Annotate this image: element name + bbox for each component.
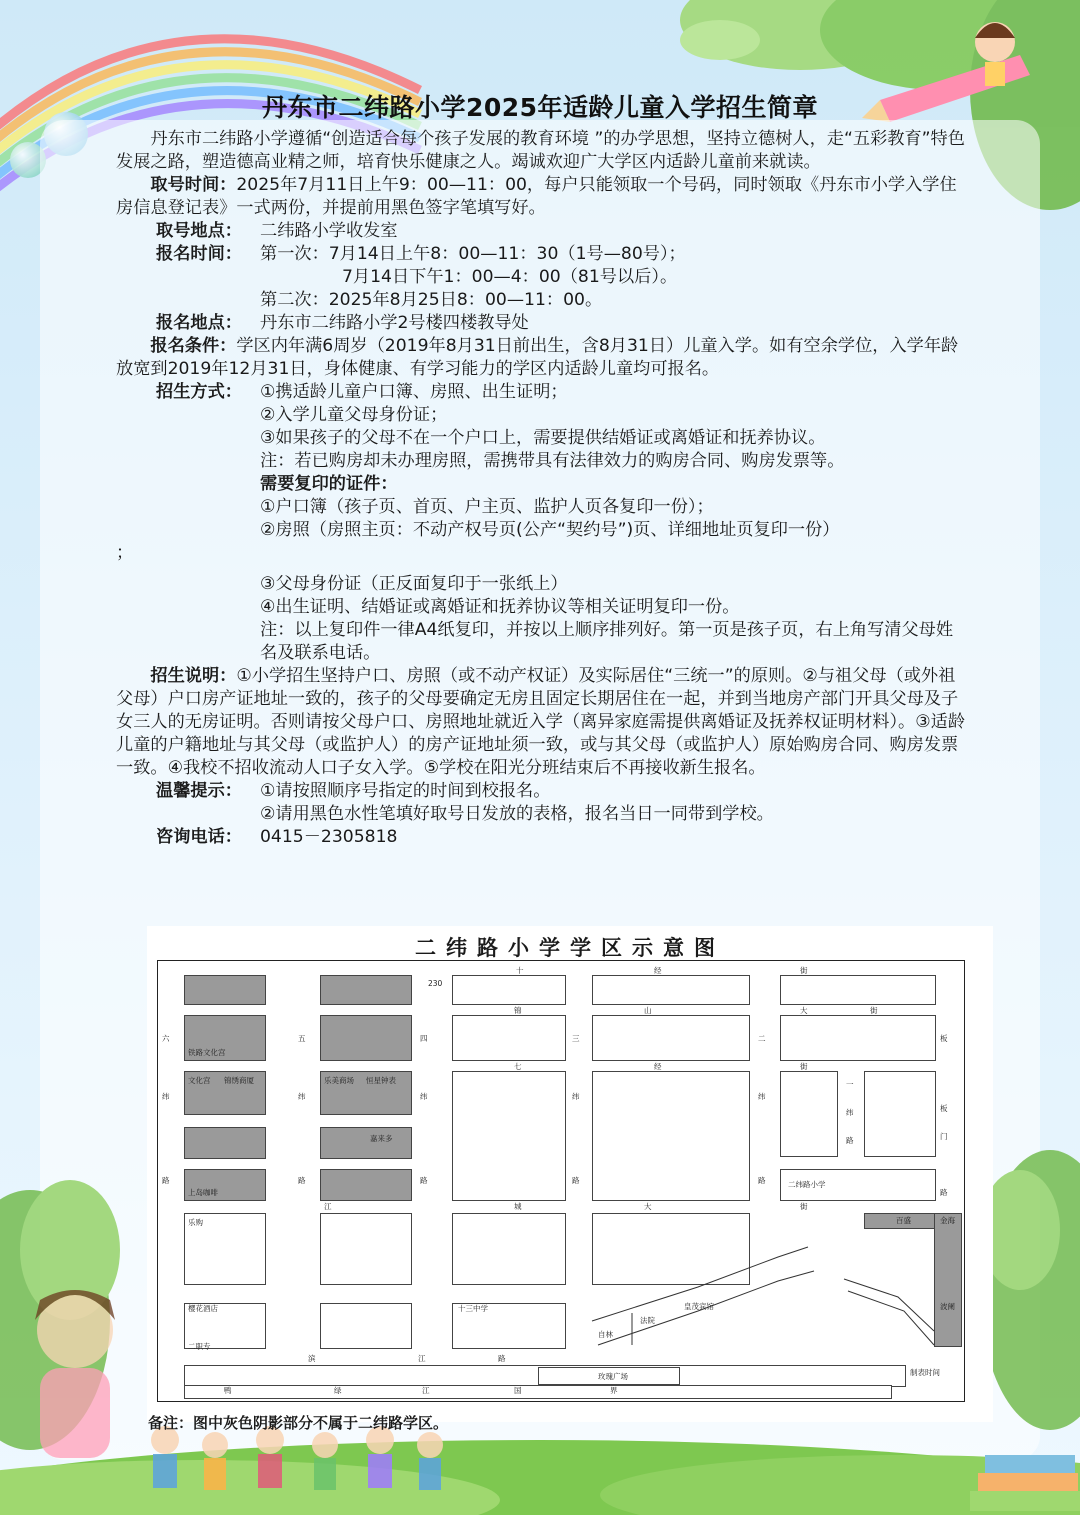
map-label: 230 [428, 979, 443, 988]
street-char: 街 [800, 1202, 808, 1211]
street-char: 江 [422, 1386, 430, 1395]
street-char: 五 [298, 1034, 306, 1043]
bm-time-line2: 7月14日下午1：00—4：00（81号以后）。 [342, 267, 678, 287]
street-char: 板 [940, 1104, 948, 1113]
tips-item1: ①请按照顺序号指定的时间到校报名。 [260, 781, 551, 801]
map-label: 二职专 [188, 1342, 211, 1351]
copy-item2: ②房照（房照主页：不动产权号页(公产“契约号”)页、详细地址页复印一份） [260, 520, 840, 540]
tips-row [116, 780, 966, 803]
street-char: 国 [514, 1386, 522, 1395]
map-label: 波阑 [940, 1302, 955, 1311]
street-char: 纬 [846, 1108, 854, 1117]
map-diagonal-roads [158, 961, 964, 1401]
bm-place-label: 报名地点： [156, 313, 242, 333]
street-char: 纬 [758, 1092, 766, 1101]
map-label: 金海 [940, 1216, 955, 1225]
zs-way-label: 招生方式： [156, 382, 242, 402]
bm-cond-label: 报名条件： [150, 336, 237, 356]
copy-item2-tail: ； [116, 543, 134, 563]
qh-time-label: 取号时间： [150, 175, 237, 195]
street-char: 大 [644, 1202, 652, 1211]
street-char: 江 [324, 1202, 332, 1211]
map-label: 锦绣商厦 [224, 1076, 254, 1085]
admission-text [116, 128, 966, 849]
street-char: 锦 [514, 1006, 522, 1015]
copy-note: 注：以上复印件一律A4纸复印，并按以上顺序排列好。第一页是孩子页，右上角写清父母姓名及联系电话。 [260, 620, 954, 663]
bm-place-text: 丹东市二纬路小学2号楼四楼教导处 [260, 313, 529, 333]
teacher-icon [35, 1290, 115, 1458]
street-char: 一 [846, 1080, 854, 1089]
street-char: 二 [758, 1034, 766, 1043]
map-label: 嘉来多 [370, 1134, 393, 1143]
map-label: 上岛咖啡 [188, 1188, 218, 1197]
bm-cond-paragraph [116, 335, 966, 381]
map-label: 法院 [640, 1316, 655, 1325]
map-label: 十三中学 [458, 1304, 488, 1313]
zs-way-item3: ③如果孩子的父母不在一个户口上，需要提供结婚证或离婚证和抚养协议。 [260, 428, 826, 448]
street-char: 路 [298, 1176, 306, 1185]
street-char: 纬 [572, 1092, 580, 1101]
street-char: 路 [498, 1354, 506, 1363]
bm-cond-text: 学区内年满6周岁（2019年8月31日前出生，含8月31日）儿童入学。如有空余学位，入学年龄放宽到2019年12月31日，身体健康、有学习能力的学区内适龄儿童均可报名。 [116, 336, 959, 379]
street-char: 经 [654, 1062, 662, 1071]
street-char: 路 [758, 1176, 766, 1185]
qh-place-label: 取号地点： [156, 221, 242, 241]
map-title: 二纬路小学学区示意图 [415, 936, 725, 960]
books-icon [970, 1455, 1080, 1511]
street-char: 街 [800, 1062, 808, 1071]
phone-row [116, 826, 966, 849]
map-label: 乐购 [188, 1218, 203, 1227]
street-char: 门 [940, 1132, 948, 1141]
bm-time-row [116, 243, 966, 266]
zs-desc-label: 招生说明： [150, 666, 237, 686]
map-label: 皇茂宾馆 [684, 1302, 714, 1311]
street-char: 大 [800, 1006, 808, 1015]
map-note: 备注：图中灰色阴影部分不属于二纬路学区。 [148, 1414, 449, 1432]
street-char: 七 [514, 1062, 522, 1071]
street-char: 鸭 [224, 1386, 232, 1395]
street-char: 滨 [308, 1354, 316, 1363]
zs-desc-paragraph [116, 665, 966, 780]
street-char: 路 [572, 1176, 580, 1185]
copy-item4: ④出生证明、结婚证或离婚证和抚养协议等相关证明复印一份。 [260, 597, 740, 617]
street-char: 江 [418, 1354, 426, 1363]
bm-place-row [116, 312, 966, 335]
street-char: 路 [846, 1136, 854, 1145]
street-char: 三 [572, 1034, 580, 1043]
street-char: 路 [420, 1176, 428, 1185]
bm-time-line3: 第二次：2025年8月25日8：00—11：00。 [260, 290, 603, 310]
school-district-map [147, 926, 993, 1422]
copy-item3: ③父母身份证（正反面复印于一张纸上） [260, 574, 568, 594]
street-char: 路 [940, 1188, 948, 1197]
map-label: 樱花酒店 [188, 1304, 218, 1313]
bm-time-label: 报名时间： [156, 244, 242, 264]
qh-place-text: 二纬路小学收发室 [260, 221, 398, 241]
zs-desc-text: ①小学招生坚持户口、房照（或不动产权证）及实际居住“三统一”的原则。②与祖父母（或外祖父母）户口房产证地址一致的，孩子的父母要确定无房且固定长期居住在一起，并到当地房产部门开具父母及子女三人的无房证明。否则请按父母户口、房照地址就近入学（离异家庭需提供离婚证及抚养权证明材料）。③适龄儿童的户籍地址与其父母（或监护人）的房产证地址须一致，或与其父母（或监护人）原始购房合同、购房发票一致。④我校不招收流动人口子女入学。⑤学校在阳光分班结束后不再接收新生报名。 [116, 666, 966, 778]
street-char: 山 [644, 1006, 652, 1015]
qh-time-paragraph [116, 174, 966, 220]
street-char: 界 [610, 1386, 618, 1395]
map-label: 自林 [598, 1330, 613, 1339]
map-label: 二纬路小学 [788, 1180, 826, 1189]
qh-time-text: 2025年7月11日上午9：00—11：00，每户只能领取一个号码，同时领取《丹东市小学入学住房信息登记表》一式两份，并提前用黑色签字笔填写好。 [116, 175, 957, 218]
copy-item1: ①户口簿（孩子页、首页、户主页、监护人页各复印一份）； [260, 497, 714, 517]
map-label: 文化宫 [188, 1076, 211, 1085]
street-char: 经 [654, 966, 662, 975]
street-char: 六 [162, 1034, 170, 1043]
copy-title: 需要复印的证件： [260, 474, 398, 494]
street-char: 纬 [298, 1092, 306, 1101]
zs-way-note: 注：若已购房却未办理房照，需携带具有法律效力的购房合同、购房发票等。 [260, 451, 845, 471]
map-label: 铁路文化宫 [188, 1048, 226, 1057]
page-title: 丹东市二纬路小学2025年适龄儿童入学招生简章 [261, 93, 819, 122]
street-char: 路 [162, 1176, 170, 1185]
map-label: 乐美商场 [324, 1076, 354, 1085]
street-char: 城 [514, 1202, 522, 1211]
zs-way-row [116, 381, 966, 404]
street-char: 板 [940, 1034, 948, 1043]
street-char: 纬 [420, 1092, 428, 1101]
tips-item2: ②请用黑色水性笔填好取号日发放的表格，报名当日一同带到学校。 [260, 804, 774, 824]
street-char: 四 [420, 1034, 428, 1043]
street-char: 纬 [162, 1092, 170, 1101]
street-char: 街 [870, 1006, 878, 1015]
zs-way-item1: ①携适龄儿童户口簿、房照、出生证明； [260, 382, 568, 402]
street-char: 街 [800, 966, 808, 975]
qh-place-row [116, 220, 966, 243]
bm-time-line1: 第一次：7月14日上午8：00—11：30（1号—80号）； [260, 244, 686, 264]
map-label: 玫瑰广场 [598, 1372, 628, 1381]
phone-label: 咨询电话： [156, 827, 242, 847]
phone-number: 0415－2305818 [260, 827, 398, 847]
street-char: 十 [516, 966, 524, 975]
map-label: 恒星钟表 [366, 1076, 396, 1085]
tips-label: 温馨提示： [156, 781, 242, 801]
intro-paragraph: 丹东市二纬路小学遵循“创造适合每个孩子发展的教育环境 ”的办学思想，坚持立德树人，走“五彩教育”特色发展之路，塑造德高业精之师，培育快乐健康之人。竭诚欢迎广大学区内适龄儿童前来就读。 [116, 129, 965, 172]
map-label: 制表时间 [910, 1368, 940, 1377]
street-char: 绿 [334, 1386, 342, 1395]
map-label: 百盛 [896, 1216, 911, 1225]
zs-way-item2: ②入学儿童父母身份证； [260, 405, 448, 425]
map-frame [157, 960, 965, 1402]
